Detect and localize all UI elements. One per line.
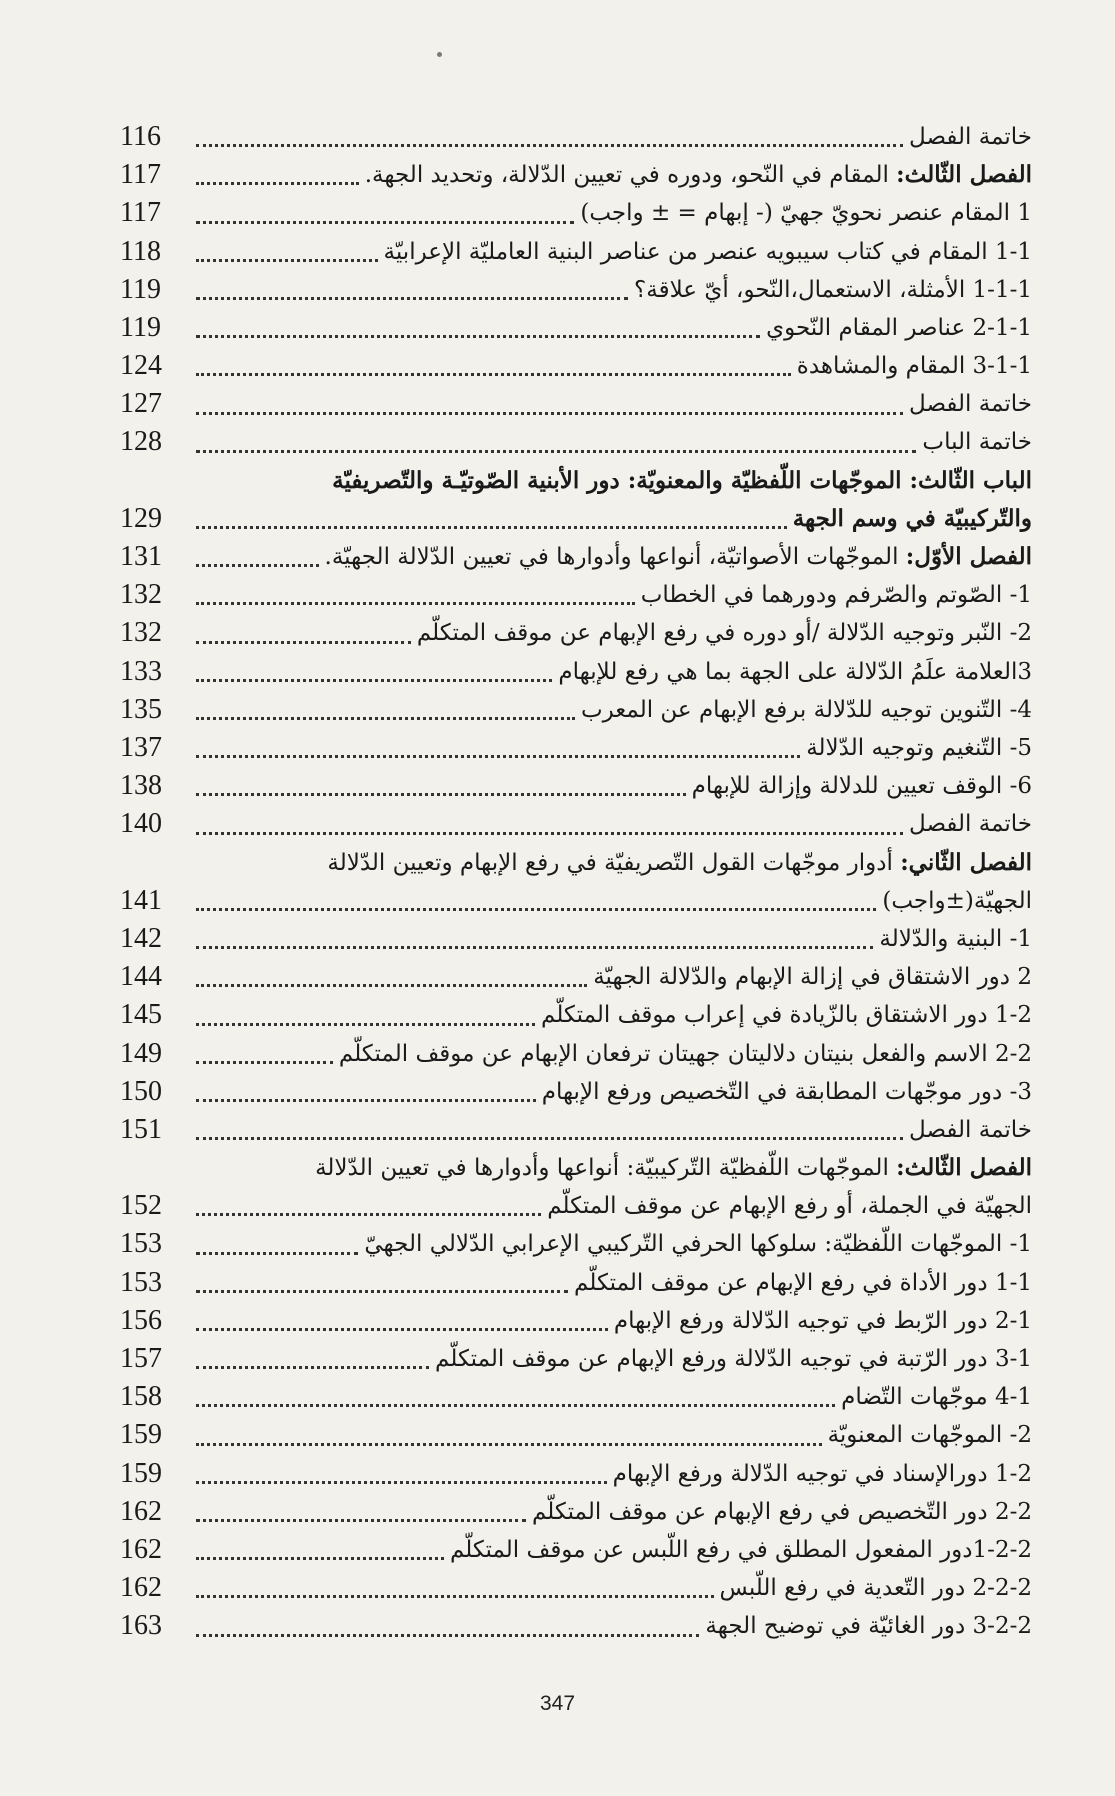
dot-leader <box>196 602 635 605</box>
toc-entry-line <box>909 805 1032 843</box>
toc-entry-line <box>909 1111 1032 1149</box>
toc-entry <box>120 1378 1032 1416</box>
dot-leader <box>196 679 552 682</box>
toc-entry-line <box>705 1607 1032 1645</box>
toc-page-number: 116 <box>120 120 161 152</box>
dot-leader <box>196 144 903 147</box>
toc-entry-line <box>339 1035 1032 1073</box>
page-number: 347 <box>539 1692 576 1715</box>
toc-page-number: 142 <box>120 922 162 954</box>
toc-page-number: 129 <box>120 502 162 534</box>
toc-entry <box>120 1111 1032 1149</box>
toc-page-number: 151 <box>120 1113 162 1145</box>
toc-entry-line <box>828 1416 1032 1454</box>
toc-entry-title: 3-1-1 المقام والمشاهدة <box>796 353 1032 380</box>
toc-entry-line <box>542 1073 1032 1111</box>
toc-page-number: 127 <box>120 388 162 420</box>
toc-entry-title: 1- الموجّهات اللّفظيّة: سلوكها الحرفي التّركيبي الإعرابي الدّلالي الجهيّ <box>364 1231 1032 1258</box>
toc-page-number: 119 <box>120 273 161 305</box>
ink-speck <box>437 52 442 57</box>
toc-entry <box>120 271 1032 309</box>
toc-entry-title: 2- النّبر وتوجيه الدّلالة /أو دوره في رفع الإبهام عن موقف المتكلّم <box>416 620 1032 647</box>
toc-entry-title: خاتمة الفصل <box>909 391 1032 418</box>
dot-leader <box>196 1443 822 1446</box>
toc-entry <box>120 194 1032 232</box>
toc-entry-line <box>879 920 1032 958</box>
toc-entry-title: 4-1 موجّهات التّضام <box>841 1384 1032 1411</box>
toc-page-number: 153 <box>120 1266 162 1298</box>
toc-page-number: 117 <box>120 197 161 229</box>
dot-leader <box>196 412 903 415</box>
toc-page-number: 138 <box>120 770 162 802</box>
toc-entry-title: 3العلامة علَمُ الدّلالة على الجهة بما هي رفع للإبهام <box>558 658 1032 685</box>
toc-entry-title: 1-1-1 الأمثلة، الاستعمال،النّحو، أيّ علاقة؟ <box>634 276 1032 303</box>
dot-leader <box>196 984 587 987</box>
toc-entry-label: الفصل الثّالث: <box>896 1154 1032 1182</box>
toc-entry <box>120 347 1032 385</box>
toc-page-number: 150 <box>120 1075 162 1107</box>
toc-page-number: 119 <box>120 311 161 343</box>
toc-entry <box>120 309 1032 347</box>
toc-entry-label: الفصل الثّاني: <box>900 848 1032 876</box>
dot-leader <box>196 335 760 338</box>
dot-leader <box>196 259 378 262</box>
toc-entry-title: 2-2 دور التّخصيص في رفع الإبهام عن موقف المتكلّم <box>531 1498 1032 1525</box>
toc-entry-title: 1-1 المقام في كتاب سيبويه عنصر من عناصر البنية العامليّة الإعرابيّة <box>383 238 1032 265</box>
toc-entry-line <box>613 1455 1032 1493</box>
dot-leader <box>196 755 800 758</box>
toc-entry-title: 6- الوقف تعيين للدلالة وإزالة للإبهام <box>691 773 1032 800</box>
dot-leader <box>196 1519 526 1522</box>
toc-entry-title: 3-1 دور الرّتبة في توجيه الدّلالة ورفع الإبهام عن موقف المتكلّم <box>435 1346 1032 1373</box>
toc-entry <box>120 1416 1032 1454</box>
dot-leader <box>196 908 876 911</box>
toc-entry-line <box>574 1264 1032 1302</box>
toc-entry <box>120 538 1032 576</box>
toc-entry-label: الفصل الأوّل: <box>905 543 1032 571</box>
dot-leader <box>196 373 791 376</box>
toc-page-number: 133 <box>120 655 162 687</box>
toc-entry-title-cont: الجهيّة(±واجب) <box>882 887 1032 914</box>
toc-page-number: 124 <box>120 350 162 382</box>
toc-entry-line <box>384 233 1032 271</box>
toc-page-number: 137 <box>120 732 162 763</box>
toc-entry-line <box>365 156 1032 194</box>
toc-entry <box>120 1569 1032 1607</box>
toc-entry <box>120 958 1032 996</box>
toc-entry-title: الموجّهات الأصواتيّة، أنواعها وأدوارها في تعيين الدّلالة الجهيّة. <box>324 544 906 571</box>
toc-entry-title: 1- البنية والدّلالة <box>879 925 1032 952</box>
dot-leader <box>196 1099 536 1102</box>
toc-page-number: 159 <box>120 1457 162 1489</box>
toc-entry-line <box>541 996 1032 1034</box>
table-of-contents <box>120 118 1032 1646</box>
toc-entry <box>120 1035 1032 1073</box>
dot-leader <box>196 1366 429 1369</box>
toc-entry-line <box>841 1378 1032 1416</box>
toc-entry-line <box>120 462 1032 500</box>
dot-leader <box>196 1328 608 1331</box>
toc-entry-line <box>909 118 1032 156</box>
toc-entry <box>120 1225 1032 1263</box>
toc-page-number: 140 <box>120 808 162 840</box>
toc-entry <box>120 1073 1032 1111</box>
toc-entry-title: 2- الموجّهات المعنويّة <box>827 1422 1032 1449</box>
toc-entry <box>120 576 1032 614</box>
toc-entry-title: الموجّهات اللّفظيّة التّركيبيّة: أنواعها وأدوارها في تعيين الدّلالة <box>315 1155 897 1182</box>
toc-page-number: 159 <box>120 1419 162 1451</box>
toc-entry <box>120 920 1032 958</box>
toc-entry <box>120 729 1032 767</box>
toc-entry <box>120 691 1032 729</box>
toc-entry-line <box>120 844 1032 882</box>
toc-entry <box>120 118 1032 156</box>
toc-page-number: 162 <box>120 1533 162 1565</box>
toc-entry-title: 2-2 الاسم والفعل بنيتان دلاليتان جهيتان ترفعان الإبهام عن موقف المتكلّم <box>338 1040 1032 1067</box>
toc-entry-line <box>450 1531 1032 1569</box>
dot-leader <box>196 1481 607 1484</box>
toc-entry <box>120 424 1032 462</box>
toc-entry-title: 2-1 دور الرّبط في توجيه الدّلالة ورفع الإبهام <box>613 1307 1032 1334</box>
toc-entry-title: أدوار موجّهات القول التّصريفيّة في رفع الإبهام وتعيين الدّلالة <box>327 849 901 876</box>
toc-entry-title: 1 المقام عنصر نحويّ جهيّ (- إبهام = ± واجب) <box>580 200 1032 227</box>
toc-page-number: 144 <box>120 961 162 993</box>
toc-page-number: 162 <box>120 1495 162 1527</box>
toc-entry <box>120 1264 1032 1302</box>
toc-entry-title: 1-2-2دور المفعول المطلق في رفع اللّبس عن موقف المتكلّم <box>449 1536 1032 1563</box>
toc-entry <box>120 996 1032 1034</box>
toc-entry-line <box>692 767 1032 805</box>
toc-entry <box>120 805 1032 843</box>
toc-page-number: 162 <box>120 1572 162 1604</box>
toc-entry-title: خاتمة الباب <box>922 429 1032 456</box>
toc-page-number: 158 <box>120 1381 162 1413</box>
dot-leader <box>196 526 787 529</box>
toc-page-number: 145 <box>120 999 162 1031</box>
toc-entry-title: 2-2-2 دور التّعدية في رفع اللّبس <box>719 1575 1032 1602</box>
toc-entry-line <box>120 1149 1032 1187</box>
toc-entry <box>120 1493 1032 1531</box>
toc-entry-title-cont: والتّركيبيّة في وسم الجهة <box>792 504 1032 532</box>
dot-leader <box>196 1557 444 1560</box>
toc-entry-label: الفصل الثّالث: <box>896 161 1032 189</box>
toc-entry <box>120 462 1032 538</box>
toc-entry-line <box>720 1569 1033 1607</box>
toc-entry-title: خاتمة الفصل <box>909 811 1032 838</box>
toc-entry-title: خاتمة الفصل <box>909 1116 1032 1143</box>
toc-entry-title: 1-2 دور الاشتقاق بالزّيادة في إعراب موقف المتكلّم <box>541 1002 1032 1029</box>
toc-entry <box>120 233 1032 271</box>
toc-entry-line <box>558 653 1032 691</box>
toc-entry <box>120 1455 1032 1493</box>
toc-page-number: 152 <box>120 1190 162 1222</box>
dot-leader <box>196 946 873 949</box>
toc-entry-line <box>580 194 1032 232</box>
toc-entry <box>120 653 1032 691</box>
toc-entry-line <box>641 576 1032 614</box>
toc-entry-line <box>532 1493 1032 1531</box>
toc-entry-line <box>593 958 1032 996</box>
dot-leader <box>196 1290 568 1293</box>
toc-page-number: 132 <box>120 617 162 649</box>
toc-entry-line <box>581 691 1032 729</box>
dot-leader <box>196 564 319 567</box>
toc-entry <box>120 385 1032 423</box>
toc-page-number: 132 <box>120 579 162 611</box>
dot-leader <box>196 793 686 796</box>
dot-leader <box>196 832 903 835</box>
toc-page-number: 135 <box>120 693 162 725</box>
toc-entry <box>120 156 1032 194</box>
toc-entry-line <box>120 882 1032 920</box>
toc-page-number: 118 <box>120 235 161 267</box>
dot-leader <box>196 1213 541 1216</box>
toc-entry-line <box>806 729 1032 767</box>
toc-entry-title-cont: الجهيّة في الجملة، أو رفع الإبهام عن موقف المتكلّم <box>547 1193 1032 1220</box>
toc-entry <box>120 1340 1032 1378</box>
dot-leader <box>196 1634 699 1637</box>
toc-entry-title: 1- الصّوتم والصّرفم ودورهما في الخطاب <box>640 582 1032 609</box>
dot-leader <box>196 717 575 720</box>
toc-entry-line <box>634 271 1032 309</box>
toc-entry-title: 3-2-2 دور الغائيّة في توضيح الجهة <box>705 1613 1032 1640</box>
dot-leader <box>196 641 411 644</box>
dot-leader <box>196 297 628 300</box>
toc-page-number: 149 <box>120 1037 162 1069</box>
dot-leader <box>196 221 574 224</box>
toc-entry-title: 1-1 دور الأداة في رفع الإبهام عن موقف المتكلّم <box>574 1269 1032 1296</box>
toc-entry-line <box>364 1225 1032 1263</box>
toc-entry-line <box>325 538 1032 576</box>
dot-leader <box>196 1061 333 1064</box>
toc-entry-title: 1-2 دورالإسناد في توجيه الدّلالة ورفع الإبهام <box>612 1460 1032 1487</box>
toc-entry-line <box>766 309 1032 347</box>
toc-page-number: 128 <box>120 426 162 458</box>
toc-entry-title: 2 دور الاشتقاق في إزالة الإبهام والدّلالة الجهيّة <box>593 964 1032 991</box>
dot-leader <box>196 450 916 453</box>
toc-page-number: 157 <box>120 1343 162 1375</box>
toc-entry-title: خاتمة الفصل <box>909 123 1032 150</box>
toc-page-number: 117 <box>120 159 161 191</box>
dot-leader <box>196 1595 714 1598</box>
toc-entry-title: المقام في النّحو، ودوره في تعيين الدّلالة، وتحديد الجهة. <box>364 162 897 189</box>
dot-leader <box>196 182 359 185</box>
toc-entry <box>120 767 1032 805</box>
dot-leader <box>196 1404 835 1407</box>
toc-entry-line <box>797 347 1032 385</box>
toc-entry <box>120 1149 1032 1225</box>
toc-page-number: 131 <box>120 541 162 573</box>
toc-entry <box>120 1607 1032 1645</box>
toc-entry-title: 3- دور موجّهات المطابقة في التّخصيص ورفع الإبهام <box>541 1078 1032 1105</box>
toc-page-number: 141 <box>120 884 162 916</box>
toc-entry-title: 5- التّنغيم وتوجيه الدّلالة <box>806 735 1032 761</box>
toc-entry-line <box>120 1187 1032 1225</box>
toc-entry <box>120 614 1032 652</box>
toc-page-number: 156 <box>120 1304 162 1336</box>
dot-leader <box>196 1137 903 1140</box>
toc-entry <box>120 1531 1032 1569</box>
toc-page-number: 163 <box>120 1610 162 1642</box>
dot-leader <box>196 1252 358 1255</box>
toc-entry <box>120 1302 1032 1340</box>
toc-entry-line <box>922 424 1032 462</box>
toc-entry-line <box>614 1302 1032 1340</box>
toc-entry-line <box>417 614 1032 652</box>
toc-entry-line <box>120 500 1032 538</box>
toc-entry <box>120 844 1032 920</box>
toc-entry-title: الباب الثّالث: الموجّهات اللّفظيّة والمعنويّة: دور الأبنية الصّوتيّـة والتّصريفيّة <box>332 466 1032 494</box>
toc-entry-line <box>435 1340 1032 1378</box>
dot-leader <box>196 1023 535 1026</box>
toc-page-number: 153 <box>120 1228 162 1260</box>
toc-entry-line <box>909 385 1032 423</box>
toc-entry-title: 4- التّنوين توجيه للدّلالة برفع الإبهام عن المعرب <box>580 696 1032 723</box>
toc-entry-title: 2-1-1 عناصر المقام النّحوي <box>766 314 1032 341</box>
